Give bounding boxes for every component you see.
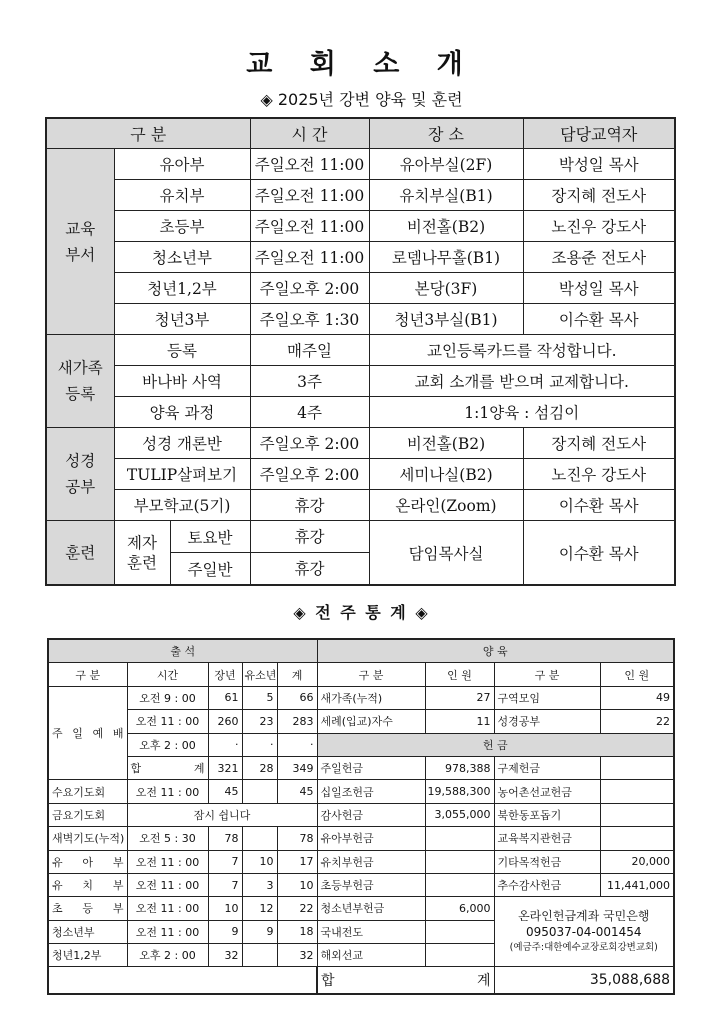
- total-count: ·: [277, 733, 317, 756]
- program-name: 초등부: [114, 211, 250, 242]
- stats-row: [48, 967, 674, 995]
- program-time: 주일오후 2:00: [250, 428, 369, 459]
- header-leader: 담당교역자: [523, 118, 675, 149]
- program-time: 주일오후 2:00: [250, 459, 369, 490]
- service-name: 청소년부: [48, 920, 127, 943]
- service-name: 유 아 부: [48, 850, 127, 873]
- nurture-value: 27: [425, 686, 494, 709]
- schedule-row: [46, 211, 675, 242]
- service-name: 새벽기도(누적): [48, 827, 127, 850]
- schedule-row: [46, 397, 675, 428]
- grand-total-label: 합 계: [317, 967, 494, 995]
- program-description: 교인등록카드를 작성합니다.: [369, 335, 675, 366]
- training-sub-cell: [114, 521, 250, 586]
- offering-label: 유아부헌금: [317, 827, 425, 850]
- offering-label: 국내전도: [317, 920, 425, 943]
- bank-line-1: 온라인헌금계좌 국민은행: [518, 908, 650, 923]
- youth-count: [242, 780, 277, 803]
- youth-count: [242, 827, 277, 850]
- program-leader: 이수환 목사: [523, 490, 675, 521]
- offering-value: [425, 827, 494, 850]
- adult-count: 321: [208, 756, 242, 779]
- stats-row: [48, 733, 674, 756]
- schedule-row: [46, 335, 675, 366]
- section-subtitle: ◈ 2025년 강변 양육 및 훈련: [260, 90, 463, 109]
- offering-label: 교육복지관헌금: [494, 827, 600, 850]
- offering-value: [600, 780, 674, 803]
- program-place: 유아부실(2F): [369, 149, 523, 180]
- stats-row: [48, 639, 674, 663]
- service-time: 오전 5 : 30: [127, 827, 208, 850]
- grand-total-value: 35,088,688: [494, 967, 674, 995]
- service-note: 잠시 쉽니다: [127, 803, 317, 826]
- adult-count: 78: [208, 827, 242, 850]
- group-label: 성경 공부: [46, 428, 114, 521]
- youth-count: 5: [242, 686, 277, 709]
- youth-count: 9: [242, 920, 277, 943]
- total-count: 10: [277, 873, 317, 896]
- adult-count: 10: [208, 897, 242, 920]
- program-name: 청년1,2부: [114, 273, 250, 304]
- program-leader: 박성일 목사: [523, 149, 675, 180]
- bank-account-info: [494, 897, 674, 967]
- service-time: 오전 11 : 00: [127, 850, 208, 873]
- group-label: 교육 부서: [46, 149, 114, 335]
- schedule-row: [46, 304, 675, 335]
- adult-count: 45: [208, 780, 242, 803]
- adult-count: 7: [208, 850, 242, 873]
- nurture-value: 11: [425, 710, 494, 733]
- youth-count: [242, 944, 277, 967]
- total-count: 283: [277, 710, 317, 733]
- offering-value: [425, 850, 494, 873]
- offering-value: [600, 827, 674, 850]
- program-name: 청년3부: [114, 304, 250, 335]
- service-name: 유 치 부: [48, 873, 127, 896]
- program-name: 바나바 사역: [114, 366, 250, 397]
- offering-label: 농어촌선교헌금: [494, 780, 600, 803]
- attendance-col-header: 장년: [208, 663, 242, 686]
- program-time: 주일오후 1:30: [250, 304, 369, 335]
- program-time: 주일오전 11:00: [250, 211, 369, 242]
- stats-row: [48, 663, 674, 686]
- schedule-row: [46, 273, 675, 304]
- nurture-value: 22: [600, 710, 674, 733]
- program-place: 유치부실(B1): [369, 180, 523, 211]
- program-leader: 조용준 전도사: [523, 242, 675, 273]
- schedule-row: [46, 180, 675, 211]
- total-count: 18: [277, 920, 317, 943]
- program-time: 3주: [250, 366, 369, 397]
- program-leader: 장지혜 전도사: [523, 180, 675, 211]
- program-name: 부모학교(5기): [114, 490, 250, 521]
- total-count: 22: [277, 897, 317, 920]
- adult-count: 260: [208, 710, 242, 733]
- attendance-col-header: 구 분: [48, 663, 127, 686]
- offering-value: [600, 803, 674, 826]
- service-time: 오전 11 : 00: [127, 920, 208, 943]
- service-time: 오후 2 : 00: [127, 944, 208, 967]
- offering-label: 북한동포돕기: [494, 803, 600, 826]
- program-time: 주일오전 11:00: [250, 180, 369, 211]
- offering-value: [425, 920, 494, 943]
- program-name: TULIP살펴보기: [114, 459, 250, 490]
- program-time: 주일오전 11:00: [250, 242, 369, 273]
- program-name: 유아부: [114, 149, 250, 180]
- adult-count: 7: [208, 873, 242, 896]
- program-time: 주일오후 2:00: [250, 273, 369, 304]
- offering-value: [425, 944, 494, 967]
- offering-header: 헌 금: [317, 733, 674, 756]
- group-label: 새가족 등록: [46, 335, 114, 428]
- page-title: 교 회 소 개: [246, 49, 477, 80]
- offering-value: 978,388: [425, 756, 494, 779]
- youth-count: 28: [242, 756, 277, 779]
- worship-time: 오전 11 : 00: [127, 710, 208, 733]
- stats-row: [48, 803, 674, 826]
- total-count: 17: [277, 850, 317, 873]
- schedule-header-row: [46, 118, 675, 149]
- offering-value: 19,588,300: [425, 780, 494, 803]
- program-place: 세미나실(B2): [369, 459, 523, 490]
- youth-count: 10: [242, 850, 277, 873]
- program-name: 양육 과정: [114, 397, 250, 428]
- offering-value: 20,000: [600, 850, 674, 873]
- total-count: 66: [277, 686, 317, 709]
- header-time: 시 간: [250, 118, 369, 149]
- stats-row: [48, 710, 674, 733]
- attendance-col-header: 유소년: [242, 663, 277, 686]
- program-leader: 박성일 목사: [523, 273, 675, 304]
- worship-time: 합 계: [127, 756, 208, 779]
- nurture-col-header: 구 분: [494, 663, 600, 686]
- schedule-row: [46, 521, 675, 553]
- stats-row: [48, 827, 674, 850]
- training-leader: 이수환 목사: [523, 521, 675, 586]
- nurture-col-header: 인 원: [600, 663, 674, 686]
- program-time: 주일오전 11:00: [250, 149, 369, 180]
- total-count: 78: [277, 827, 317, 850]
- nurture-label: 성경공부: [494, 710, 600, 733]
- service-time: 오전 11 : 00: [127, 780, 208, 803]
- service-name: 초 등 부: [48, 897, 127, 920]
- offering-value: 3,055,000: [425, 803, 494, 826]
- attendance-col-header: 계: [277, 663, 317, 686]
- program-place: 비전홀(B2): [369, 428, 523, 459]
- program-description: 교회 소개를 받으며 교제합니다.: [369, 366, 675, 397]
- offering-label: 십일조헌금: [317, 780, 425, 803]
- header-place: 장 소: [369, 118, 523, 149]
- total-count: 32: [277, 944, 317, 967]
- training-place: 담임목사실: [369, 521, 523, 586]
- training-sub-label: 제자 훈련: [115, 521, 171, 584]
- adult-count: 32: [208, 944, 242, 967]
- training-class-name: 주일반: [187, 560, 233, 579]
- offering-label: 구제헌금: [494, 756, 600, 779]
- service-name: 청년1,2부: [48, 944, 127, 967]
- schedule-row: [46, 242, 675, 273]
- adult-count: 61: [208, 686, 242, 709]
- offering-label: 초등부헌금: [317, 873, 425, 896]
- service-name: 금요기도회: [48, 803, 127, 826]
- blank-cell: [48, 967, 317, 995]
- service-time: 오전 11 : 00: [127, 873, 208, 896]
- offering-value: 6,000: [425, 897, 494, 920]
- program-name: 성경 개론반: [114, 428, 250, 459]
- header-category: 구 분: [46, 118, 250, 149]
- stats-section-title: ◈ 전 주 통 계 ◈: [293, 603, 430, 622]
- stats-row: [48, 686, 674, 709]
- offering-label: 청소년부헌금: [317, 897, 425, 920]
- offering-label: 감사헌금: [317, 803, 425, 826]
- nurture-label: 새가족(누적): [317, 686, 425, 709]
- program-place: 로뎀나무홀(B1): [369, 242, 523, 273]
- program-name: 청소년부: [114, 242, 250, 273]
- worship-time: 오후 2 : 00: [127, 733, 208, 756]
- program-place: 청년3부실(B1): [369, 304, 523, 335]
- program-leader: 노진우 강도사: [523, 211, 675, 242]
- worship-label: 주 일 예 배: [48, 686, 127, 780]
- stats-row: [48, 780, 674, 803]
- offering-label: 추수감사헌금: [494, 873, 600, 896]
- offering-label: 해외선교: [317, 944, 425, 967]
- nurture-col-header: 구 분: [317, 663, 425, 686]
- youth-count: 3: [242, 873, 277, 896]
- stats-row: [48, 897, 674, 920]
- nurture-label: 구역모임: [494, 686, 600, 709]
- offering-value: [425, 873, 494, 896]
- youth-count: 12: [242, 897, 277, 920]
- bank-account-holder: (예금주:대한예수교장로회강변교회): [509, 941, 658, 953]
- stats-row: [48, 873, 674, 896]
- program-leader: 노진우 강도사: [523, 459, 675, 490]
- total-count: 45: [277, 780, 317, 803]
- program-time: 휴강: [250, 490, 369, 521]
- adult-count: ·: [208, 733, 242, 756]
- program-place: 본당(3F): [369, 273, 523, 304]
- training-time: 휴강: [250, 521, 369, 553]
- program-time: 매주일: [250, 335, 369, 366]
- youth-count: 23: [242, 710, 277, 733]
- schedule-row: [46, 149, 675, 180]
- offering-label: 유치부헌금: [317, 850, 425, 873]
- schedule-row: [46, 428, 675, 459]
- schedule-row: [46, 490, 675, 521]
- nurture-col-header: 인 원: [425, 663, 494, 686]
- attendance-header: 출 석: [48, 639, 317, 663]
- group-label: 훈련: [46, 521, 114, 586]
- total-count: 349: [277, 756, 317, 779]
- youth-count: ·: [242, 733, 277, 756]
- nurture-header: 양 육: [317, 639, 674, 663]
- offering-value: 11,441,000: [600, 873, 674, 896]
- program-time: 4주: [250, 397, 369, 428]
- bank-account-number: 095037-04-001454: [525, 924, 642, 939]
- program-leader: 이수환 목사: [523, 304, 675, 335]
- stats-row: [48, 850, 674, 873]
- program-name: 유치부: [114, 180, 250, 211]
- stats-row: [48, 756, 674, 779]
- program-name: 등록: [114, 335, 250, 366]
- attendance-col-header: 시간: [127, 663, 208, 686]
- program-leader: 장지혜 전도사: [523, 428, 675, 459]
- training-time: 휴강: [250, 552, 369, 585]
- schedule-row: [46, 459, 675, 490]
- service-name: 수요기도회: [48, 780, 127, 803]
- adult-count: 9: [208, 920, 242, 943]
- offering-label: 기타목적헌금: [494, 850, 600, 873]
- training-class-name: 토요반: [170, 521, 250, 553]
- schedule-table: [45, 117, 676, 586]
- service-time: 오전 11 : 00: [127, 897, 208, 920]
- nurture-label: 세례(입교)자수: [317, 710, 425, 733]
- schedule-row: [46, 366, 675, 397]
- program-place: 온라인(Zoom): [369, 490, 523, 521]
- worship-time: 오전 9 : 00: [127, 686, 208, 709]
- nurture-value: 49: [600, 686, 674, 709]
- offering-label: 주일헌금: [317, 756, 425, 779]
- offering-value: [600, 756, 674, 779]
- program-place: 비전홀(B2): [369, 211, 523, 242]
- training-sub-table: [115, 521, 250, 584]
- stats-table: [47, 638, 675, 995]
- program-description: 1:1양육 : 섬김이: [369, 397, 675, 428]
